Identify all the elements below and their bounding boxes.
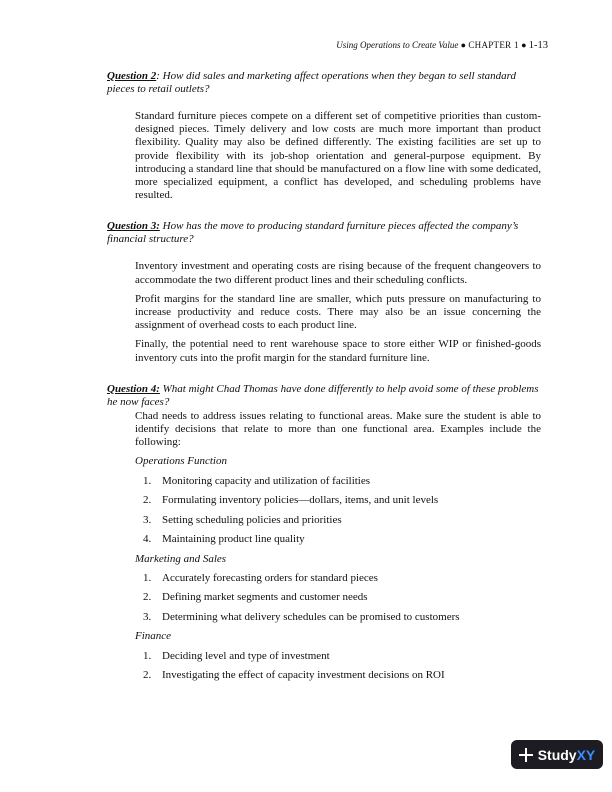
answer-4 (135, 410, 541, 683)
brand-logo: StudyXY (537, 746, 596, 763)
answer-paragraph: Profit margins for the standard line are smaller, which puts pressure on manufacturing to increase productivity and reduce costs. There may also be an issue concerning the assignment of overhead costs to each product line. (135, 292, 541, 332)
answer-paragraph: Standard furniture pieces compete on a different set of competitive priorities than custom-designed pieces. Timely delivery and low costs are much more important than product flexibility. Quality may also be defined differently. The existing facilities are set up to provide flexibility with its job-shop orientation and general-purpose equipment. By introducing a standard line that should be manufactured on a flow line with some dedicated, more specialized equipment, a conflict has developed, and scheduling problems have resulted. (135, 110, 541, 202)
question-3 (107, 220, 541, 246)
list-item: 1. Accurately forecasting orders for standard pieces (143, 571, 378, 584)
running-title: Using Operations to Create Value (336, 40, 459, 50)
category-list (135, 572, 541, 625)
list-item: 2. Defining market segments and customer needs (143, 591, 368, 604)
question-label: Question 2 (107, 70, 157, 82)
category-heading: Finance (135, 630, 172, 643)
chapter-label: CHAPTER 1 (468, 40, 519, 50)
question-4 (107, 383, 541, 409)
studyxy-badge[interactable] (511, 740, 603, 769)
answer-paragraph: Finally, the potential need to rent warehouse space to store either WIP or finished-goods inventory cuts into the profit margin for the standard furniture line. (135, 338, 541, 364)
answer-2 (135, 110, 541, 202)
page-number: 1-13 (528, 40, 548, 51)
category-heading: Marketing and Sales (135, 552, 227, 565)
category-list (135, 475, 541, 547)
list-item: 3. Setting scheduling policies and priorities (143, 513, 342, 526)
question-2 (107, 70, 541, 96)
running-header (336, 40, 548, 51)
list-item: 2. Investigating the effect of capacity investment decisions on ROI (143, 669, 445, 682)
list-item: 4. Maintaining product line quality (143, 533, 305, 546)
list-item: 2. Formulating inventory policies—dollars, items, and unit levels (143, 494, 439, 507)
answer-intro: Chad needs to address issues relating to functional areas. Make sure the student is able to identify decisions that relate to more than one functional area. Examples include the following: (135, 409, 541, 449)
question-label: Question 4: (107, 382, 160, 395)
list-item: 1. Monitoring capacity and utilization of facilities (143, 474, 371, 487)
category-heading: Operations Function (135, 455, 227, 468)
document-body (107, 70, 541, 689)
list-item: 1. Deciding level and type of investment (143, 649, 330, 662)
answer-paragraph: Inventory investment and operating costs are rising because of the frequent changeovers to accommodate the two different product lines and their scheduling conflicts. (135, 260, 541, 286)
list-item: 3. Determining what delivery schedules can be promised to customers (143, 610, 460, 623)
bullet-separator: ● (521, 40, 529, 50)
answer-3 (135, 260, 541, 364)
plus-icon (519, 748, 533, 762)
category-list (135, 650, 541, 683)
question-text: : How did sales and marketing affect operations when they began to sell standard pieces to retail outlets? (107, 70, 517, 95)
bullet-separator: ● (460, 40, 469, 50)
question-text: What might Chad Thomas have done differently to help avoid some of these problems he now faces? (107, 382, 539, 408)
question-label: Question 3: (107, 220, 160, 233)
question-text: How has the move to producing standard furniture pieces affected the company’s financial structure? (107, 220, 519, 246)
